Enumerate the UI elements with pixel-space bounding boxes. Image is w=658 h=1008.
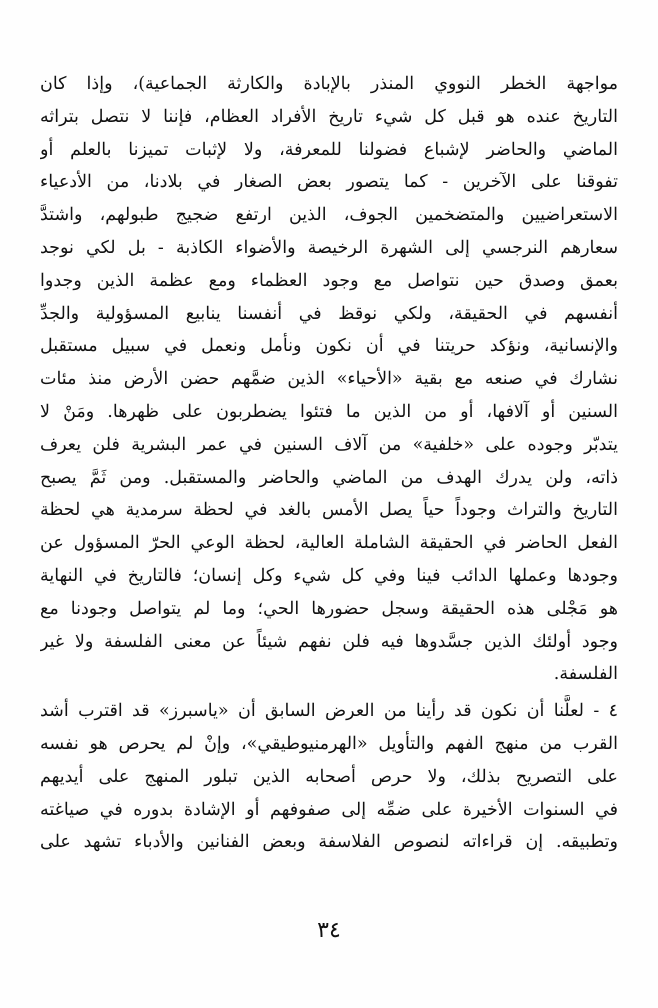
text-line: مواجهة الخطر النووي المنذر بالإبادة والكارثة الجماعية)، وإذا كان: [40, 74, 618, 94]
text-line: الاستعراضيين والمتضخمين الجوف، الذين ارتفع ضجيج طبولهم، واشتدَّ: [40, 205, 618, 226]
text-line: القرب من منهج الفهم والتأويل «الهرمنيوطيقي»، وإنْ لم يحرص هو نفسه: [40, 733, 618, 754]
text-line: على التصريح بذلك، ولا حرص أصحابه الذين تبلور المنهج على أيديهم: [40, 766, 618, 787]
text-line: يتدبّر وجوده على «خلفية» من آلاف السنين في عمر البشرية فلن يعرف: [40, 434, 618, 455]
text-line: السنين أو آلافها، أو من الذين ما فتئوا يضطربون على ظهرها. ومَنْ لا: [40, 401, 618, 422]
text-line: بعمق وصدق حين نتواصل مع وجود العظماء ومع عظمة الذين وجدوا: [40, 270, 618, 291]
paragraph: [40, 68, 618, 691]
text-line: وتطبيقه. إن قراءاته لنصوص الفلاسفة وبعض الفنانين والأدباء تشهد على: [40, 832, 618, 853]
text-line: والإنسانية، ونؤكد حريتنا في أن نكون ونأمل ونعمل في سبيل مستقبل: [40, 336, 618, 357]
text-line: سعارهم النرجسي إلى الشهرة الرخيصة والأضواء الكاذبة - بل لكي نوجد: [40, 237, 618, 258]
text-line: الفعل الحاضر في الحقيقة الشاملة العالية، لحظة الوعي الحرّ المسؤول عن: [40, 533, 618, 554]
text-line: هو مَجْلى هذه الحقيقة وسجل حضورها الحي؛ وما لم يتواصل وجودنا مع: [40, 598, 618, 619]
text-line: الفلسفة.: [553, 664, 618, 685]
page-number: ٣٤: [317, 918, 341, 943]
paragraph: [40, 695, 618, 859]
text-line: ٤ - لعلَّنا أن نكون قد رأينا من العرض السابق أن «ياسبرز» قد اقترب أشد: [40, 701, 618, 722]
text-line: الماضي والحاضر لإشباع فضولنا للمعرفة، ولا لإثبات تميزنا بالعلم أو: [40, 139, 618, 160]
text-line: في السنوات الأخيرة على ضمِّه إلى صفوفهم أو الإشادة بدوره في صياغته: [40, 799, 618, 820]
text-line: التاريخ والتراث وجوداً حياً يصل الأمس بالغد في لحظة سرمدية هي لحظة: [40, 500, 618, 521]
text-line: تفوقنا على الآخرين - كما يتصور بعض الصغار في بلادنا، من الأدعياء: [40, 172, 618, 193]
text-line: ذاته، ولن يدرك الهدف من الماضي والحاضر والمستقبل. ومن ثَمَّ يصبح: [40, 467, 618, 488]
text-line: وجودها وعملها الدائب فينا وفي كل شيء وكل إنسان؛ فالتاريخ في النهاية: [40, 565, 618, 586]
text-line: التاريخ عنده هو قبل كل شيء تاريخ الأفراد العظام، فإننا لا نتصل بتراثه: [40, 106, 618, 127]
text-line: وجود أولئك الذين جسَّدوها فيه فلن نفهم شيئاً عن معنى الفلسفة ولا غير: [40, 631, 618, 652]
text-line: نشارك في صنعه مع بقية «الأحياء» الذين ضمَّهم حضن الأرض منذ مئات: [40, 369, 618, 390]
text-line: أنفسهم في الحقيقة، ولكي نوقظ في أنفسنا ينابيع المسؤولية والجدِّ: [40, 303, 618, 324]
page-body: [40, 68, 618, 859]
